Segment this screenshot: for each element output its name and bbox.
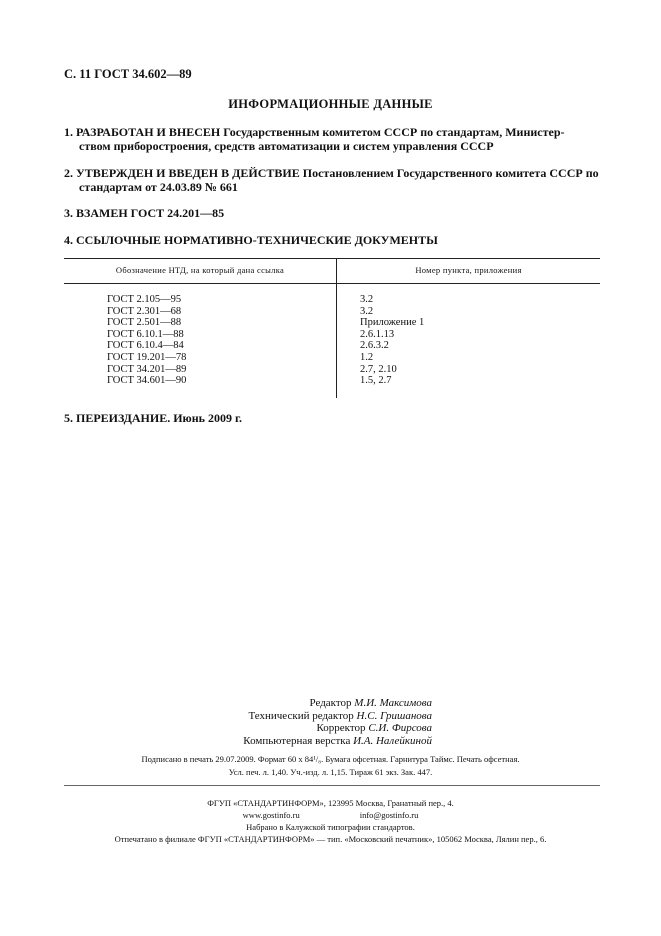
credits-block [243, 697, 432, 747]
credit-editor [243, 697, 432, 710]
info-item-1 [64, 125, 604, 153]
table-header-document: Обозначение НТД, на который дана ссылка [115, 265, 285, 275]
print-info-line1: Подписано в печать 29.07.2009. Формат 60 x 84¹/₈. Бумага офсетная. Гарнитура Таймс. Печать офсетная. [141, 754, 520, 764]
table-top-rule [64, 258, 600, 259]
credit-tech-editor-label: Технический редактор [248, 709, 354, 722]
table-cell-ref: Приложение 1 [360, 317, 425, 329]
table-cell-doc: ГОСТ 34.201—89 [107, 363, 187, 375]
credit-corrector [243, 722, 432, 735]
info-item-1-line1: 1. РАЗРАБОТАН И ВНЕСЕН Государственным комитетом СССР по стандартам, Министер- [64, 125, 565, 139]
footer-divider [64, 785, 600, 786]
table-cell-doc: ГОСТ 34.601—90 [107, 375, 187, 387]
table-cell-ref: 1.5, 2.7 [360, 375, 392, 387]
table-cell-doc: ГОСТ 2.501—88 [107, 317, 182, 329]
credit-layout-name: И.А. Налейкиной [353, 734, 432, 747]
table-cell-ref: 2.7, 2.10 [360, 363, 397, 375]
info-item-2-line2: стандартам от 24.03.89 № 661 [79, 180, 238, 194]
credit-editor-name: М.И. Максимова [354, 697, 432, 709]
table-cell-doc: ГОСТ 19.201—78 [107, 351, 187, 363]
table-cell-doc: ГОСТ 2.301—68 [107, 305, 182, 317]
section-title: ИНФОРМАЦИОННЫЕ ДАННЫЕ [228, 97, 433, 111]
table-cell-ref: 1.2 [360, 351, 374, 363]
table-cell-ref: 3.2 [360, 294, 374, 305]
publisher-email[interactable]: info@gostinfo.ru [359, 810, 419, 820]
info-item-3: 3. ВЗАМЕН ГОСТ 24.201—85 [64, 206, 225, 220]
credit-editor-label: Редактор [309, 697, 352, 709]
info-item-5: 5. ПЕРЕИЗДАНИЕ. Июнь 2009 г. [64, 411, 243, 425]
page-header: С. 11 ГОСТ 34.602—89 [64, 67, 192, 81]
typeset-info: Набрано в Калужской типографии стандартов. [246, 822, 415, 832]
credit-corrector-name: С.И. Фирсова [368, 722, 432, 735]
table-column-clauses [360, 294, 424, 387]
publisher-contacts [0, 809, 661, 821]
table-header-rule [64, 283, 600, 284]
table-cell-doc: ГОСТ 6.10.4—84 [107, 340, 184, 352]
credit-layout-label: Компьютерная верстка [243, 734, 351, 747]
table-column-divider [336, 258, 337, 398]
info-item-2 [64, 166, 604, 194]
table-column-documents [107, 294, 186, 387]
credit-corrector-label: Корректор [316, 722, 366, 735]
credit-tech-editor-name: Н.С. Гришанова [356, 709, 432, 722]
table-cell-ref: 2.6.1.13 [360, 328, 395, 340]
table-cell-doc: ГОСТ 6.10.1—88 [107, 328, 184, 340]
credit-layout [243, 735, 432, 748]
table-header-clause: Номер пункта, приложения [415, 265, 522, 275]
table-cell-ref: 3.2 [360, 305, 374, 317]
print-info-line2: Усл. печ. л. 1,40. Уч.-изд. л. 1,15. Тираж 61 экз. Зак. 447. [228, 767, 433, 777]
publisher-address: ФГУП «СТАНДАРТИНФОРМ», 123995 Москва, Гранатный пер., 4. [207, 798, 454, 808]
info-item-2-line1: 2. УТВЕРЖДЕН И ВВЕДЕН В ДЕЙСТВИЕ Постановлением Государственного комитета СССР по [64, 166, 599, 180]
publisher-website[interactable]: www.gostinfo.ru [242, 810, 300, 820]
printed-info: Отпечатано в филиале ФГУП «СТАНДАРТИНФОРМ» — тип. «Московский печатник», 105062 Москва, Лялин пер., 6. [114, 834, 547, 844]
table-cell-doc: ГОСТ 2.105—95 [107, 294, 182, 305]
info-item-1-line2: ством приборостроения, средств автоматизации и систем управления СССР [79, 139, 494, 153]
info-item-4: 4. ССЫЛОЧНЫЕ НОРМАТИВНО-ТЕХНИЧЕСКИЕ ДОКУМЕНТЫ [64, 233, 438, 247]
table-cell-ref: 2.6.3.2 [360, 340, 389, 352]
credit-tech-editor [243, 710, 432, 723]
